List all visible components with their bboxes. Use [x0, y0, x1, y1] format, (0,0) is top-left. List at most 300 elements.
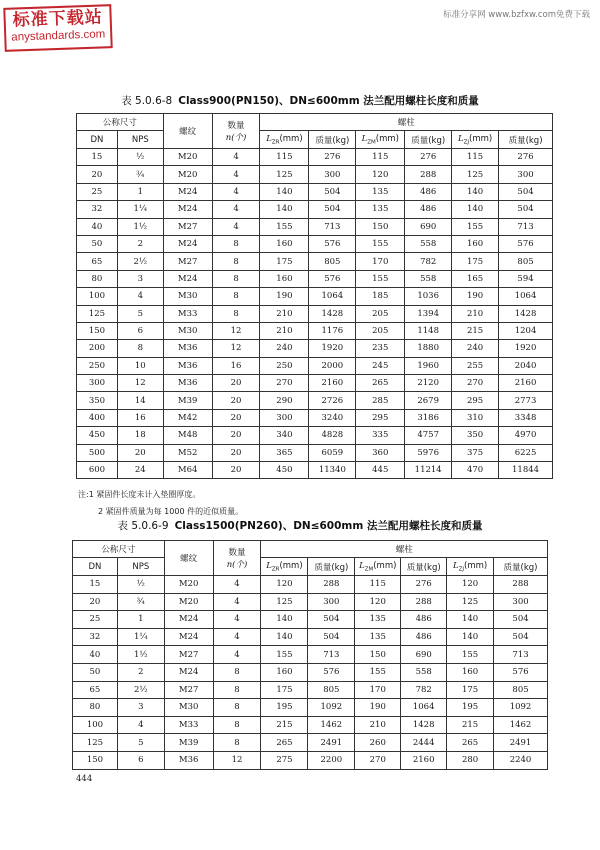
table-cell: 1462 [308, 716, 355, 734]
table-cell: M64 [163, 462, 212, 479]
table-cell: 150 [356, 218, 405, 235]
table-cell: 6 [117, 322, 163, 339]
table-cell: 140 [447, 628, 494, 646]
header-bolt: 螺柱 [261, 541, 548, 558]
table-cell: 600 [77, 462, 118, 479]
table-cell: 2200 [308, 751, 355, 769]
table-cell: 10 [117, 357, 163, 374]
table-cell: 4757 [405, 427, 452, 444]
table-row [73, 734, 548, 752]
table-cell: 11214 [405, 462, 452, 479]
table-cell: 4 [117, 288, 163, 305]
header-mass-zj: 质量(kg) [499, 131, 553, 149]
table-cell: 185 [356, 288, 405, 305]
table-cell: 125 [73, 734, 118, 752]
table-cell: 300 [499, 166, 553, 183]
table-cell: 120 [261, 576, 308, 594]
table-cell: 450 [260, 462, 309, 479]
table-cell: 576 [494, 663, 548, 681]
table-cell: 215 [447, 716, 494, 734]
table-cell: 140 [260, 183, 309, 200]
table-cell: 20 [73, 593, 118, 611]
table-cell: 175 [447, 681, 494, 699]
table-cell: M27 [163, 218, 212, 235]
table-cell: 125 [77, 305, 118, 322]
table-cell: 576 [309, 270, 356, 287]
table-cell: 115 [260, 149, 309, 166]
table-cell: 504 [499, 183, 553, 200]
table-cell: 2½ [117, 681, 164, 699]
table-cell: 2679 [405, 392, 452, 409]
table-cell: 20 [212, 392, 260, 409]
table-cell: 120 [356, 166, 405, 183]
table-cell: 1064 [499, 288, 553, 305]
table-cell: 165 [452, 270, 499, 287]
table-cell: 20 [212, 409, 260, 426]
table-row [77, 166, 553, 183]
table-cell: M36 [163, 375, 212, 392]
table-cell: M24 [164, 663, 213, 681]
table-cell: 2726 [309, 392, 356, 409]
header-mass-zr: 质量(kg) [308, 558, 355, 576]
table-cell: 160 [261, 663, 308, 681]
table-cell: 50 [77, 235, 118, 252]
table-cell: 135 [355, 628, 401, 646]
table-cell: 25 [73, 611, 118, 629]
table-cell: 8 [213, 716, 261, 734]
table-row [77, 270, 553, 287]
table-cell: 350 [77, 392, 118, 409]
table-cell: 150 [355, 646, 401, 664]
table-cell: 504 [494, 611, 548, 629]
table-cell: 1204 [499, 322, 553, 339]
table-cell: 8 [213, 734, 261, 752]
table-cell: 150 [73, 751, 118, 769]
table-cell: 1428 [309, 305, 356, 322]
table-cell: 155 [260, 218, 309, 235]
table2-title: Class1500(PN260)、DN≤600mm 法兰配用螺柱长度和质量 [174, 520, 483, 532]
table-cell: 5 [117, 305, 163, 322]
table-cell: 2773 [499, 392, 553, 409]
table-cell: 275 [261, 751, 308, 769]
header-mass-zm: 质量(kg) [405, 131, 452, 149]
table-cell: M24 [163, 201, 212, 218]
table-cell: 288 [494, 576, 548, 594]
table-row [77, 218, 553, 235]
table-cell: 175 [260, 253, 309, 270]
table-cell: 400 [77, 409, 118, 426]
table-cell: 4 [213, 646, 261, 664]
table-row [77, 288, 553, 305]
table-cell: 100 [77, 288, 118, 305]
table-cell: M27 [164, 646, 213, 664]
header-nps: NPS [117, 558, 164, 576]
table-cell: 115 [452, 149, 499, 166]
table-cell: M27 [163, 253, 212, 270]
table-cell: 14 [117, 392, 163, 409]
table-cell: 4 [213, 593, 261, 611]
table-cell: 340 [260, 427, 309, 444]
table-cell: 558 [405, 235, 452, 252]
table-cell: ¾ [117, 166, 163, 183]
table-cell: 8 [213, 681, 261, 699]
page-number: 444 [76, 774, 93, 784]
table-cell: 260 [355, 734, 401, 752]
table-cell: 210 [452, 305, 499, 322]
table-cell: 1880 [405, 340, 452, 357]
table-cell: ½ [117, 576, 164, 594]
table1-title: Class900(PN150)、DN≤600mm 法兰配用螺柱长度和质量 [178, 95, 479, 107]
table-cell: M30 [163, 322, 212, 339]
table-cell: 245 [356, 357, 405, 374]
table-row [73, 699, 548, 717]
table-cell: 155 [452, 218, 499, 235]
table-cell: 805 [494, 681, 548, 699]
table-cell: 4 [212, 166, 260, 183]
header-mass-zr: 质量(kg) [309, 131, 356, 149]
table-cell: 1036 [405, 288, 452, 305]
table2-caption [0, 518, 600, 533]
table-cell: 6 [117, 751, 164, 769]
table-cell: 504 [309, 183, 356, 200]
table-cell: 40 [77, 218, 118, 235]
table-cell: ¾ [117, 593, 164, 611]
table-cell: 280 [447, 751, 494, 769]
table-cell: 1148 [405, 322, 452, 339]
header-nominal-size: 公称尺寸 [77, 114, 164, 131]
table-cell: 690 [401, 646, 447, 664]
table2-number: 表 5.0.6-9 [117, 520, 169, 532]
table-cell: 135 [356, 183, 405, 200]
table-cell: 1176 [309, 322, 356, 339]
table-cell: 300 [308, 593, 355, 611]
table-cell: 365 [260, 444, 309, 461]
table-cell: 576 [499, 235, 553, 252]
table-cell: 504 [494, 628, 548, 646]
table-row [77, 462, 553, 479]
table-cell: 8 [212, 235, 260, 252]
table-cell: 170 [355, 681, 401, 699]
table-cell: 160 [452, 235, 499, 252]
table-cell: 20 [212, 375, 260, 392]
table-cell: 782 [401, 681, 447, 699]
watermark-stamp [3, 4, 112, 52]
table-cell: 276 [401, 576, 447, 594]
table-cell: 140 [261, 611, 308, 629]
table-cell: 5976 [405, 444, 452, 461]
table-cell: 335 [356, 427, 405, 444]
table-cell: 576 [309, 235, 356, 252]
note-1: 注:1 紧固件长度未计入垫圈厚度。 [78, 490, 201, 499]
table-cell: 12 [212, 340, 260, 357]
table-cell: 20 [77, 166, 118, 183]
table-cell: 195 [261, 699, 308, 717]
table-cell: 140 [260, 201, 309, 218]
table-cell: 160 [260, 235, 309, 252]
table-cell: 170 [356, 253, 405, 270]
table-cell: 250 [77, 357, 118, 374]
table-cell: 1½ [117, 646, 164, 664]
table-row [73, 751, 548, 769]
table-cell: 8 [213, 663, 261, 681]
table-row [77, 201, 553, 218]
table-cell: 155 [355, 663, 401, 681]
table-cell: 4 [117, 716, 164, 734]
table-cell: 150 [77, 322, 118, 339]
table-cell: 32 [77, 201, 118, 218]
table-cell: 3 [117, 270, 163, 287]
table-cell: 16 [117, 409, 163, 426]
table-cell: M20 [163, 149, 212, 166]
table-cell: 2491 [494, 734, 548, 752]
table-cell: 135 [355, 611, 401, 629]
table-cell: 8 [212, 270, 260, 287]
table-cell: 65 [73, 681, 118, 699]
table-cell: 276 [499, 149, 553, 166]
table-cell: 12 [213, 751, 261, 769]
table-cell: 1¼ [117, 201, 163, 218]
table-cell: 160 [260, 270, 309, 287]
table-cell: 486 [401, 611, 447, 629]
table-cell: M48 [163, 427, 212, 444]
table-cell: M36 [163, 340, 212, 357]
table-cell: 25 [77, 183, 118, 200]
table1-notes [78, 486, 243, 520]
table-cell: 8 [212, 305, 260, 322]
table-cell: 558 [401, 663, 447, 681]
table-cell: 2160 [499, 375, 553, 392]
table-cell: 125 [260, 166, 309, 183]
table-cell: 288 [401, 593, 447, 611]
table-cell: 12 [212, 322, 260, 339]
table-cell: 504 [499, 201, 553, 218]
header-mass-zj: 质量(kg) [494, 558, 548, 576]
table-cell: 140 [452, 201, 499, 218]
table-cell: 100 [73, 716, 118, 734]
table-cell: 1 [117, 183, 163, 200]
table-cell: 155 [356, 235, 405, 252]
table-cell: ½ [117, 149, 163, 166]
table-cell: 2491 [308, 734, 355, 752]
table-cell: 1920 [499, 340, 553, 357]
stamp-title: 标准下载站 [12, 7, 104, 31]
header-lzr: $L_{ZR}(mm)$ [260, 131, 309, 149]
table-cell: 3348 [499, 409, 553, 426]
table-cell: 2 [117, 235, 163, 252]
header-nps: NPS [117, 131, 163, 149]
table-cell: 20 [212, 444, 260, 461]
table-row [73, 593, 548, 611]
table-cell: M39 [164, 734, 213, 752]
table-cell: 295 [356, 409, 405, 426]
table-cell: 295 [452, 392, 499, 409]
table-cell: 210 [260, 305, 309, 322]
table-cell: 6225 [499, 444, 553, 461]
table-cell: 290 [260, 392, 309, 409]
table-cell: 3240 [309, 409, 356, 426]
table-cell: 200 [77, 340, 118, 357]
table-cell: 4 [212, 218, 260, 235]
table-cell: 576 [308, 663, 355, 681]
table-cell: 20 [212, 427, 260, 444]
table-cell: 32 [73, 628, 118, 646]
table-cell: 713 [309, 218, 356, 235]
table-cell: M30 [164, 699, 213, 717]
table-cell: 125 [447, 593, 494, 611]
table-cell: 195 [447, 699, 494, 717]
table-cell: 4 [212, 149, 260, 166]
table-cell: 1092 [494, 699, 548, 717]
table-cell: 50 [73, 663, 118, 681]
table-cell: 504 [309, 201, 356, 218]
header-thread: 螺纹 [163, 114, 212, 149]
table-cell: 3 [117, 699, 164, 717]
table-cell: 2240 [494, 751, 548, 769]
table-row [77, 392, 553, 409]
table-cell: 140 [447, 611, 494, 629]
table-cell: M39 [163, 392, 212, 409]
table-cell: 4 [212, 183, 260, 200]
table-cell: M24 [163, 270, 212, 287]
table-cell: 24 [117, 462, 163, 479]
table-cell: 255 [452, 357, 499, 374]
table-row [73, 576, 548, 594]
table-cell: 4 [213, 611, 261, 629]
table-cell: 6059 [309, 444, 356, 461]
table-row [77, 427, 553, 444]
table-cell: 155 [447, 646, 494, 664]
header-quantity [212, 114, 260, 149]
table-cell: 1960 [405, 357, 452, 374]
table-cell: 8 [213, 699, 261, 717]
table-cell: 240 [452, 340, 499, 357]
table-cell: 80 [73, 699, 118, 717]
note-2: 2 紧固件质量为每 1000 件的近似质量。 [98, 507, 244, 516]
header-dn: DN [73, 558, 118, 576]
table-cell: 1394 [405, 305, 452, 322]
table-cell: 310 [452, 409, 499, 426]
table-cell: 445 [356, 462, 405, 479]
table-cell: 18 [117, 427, 163, 444]
table-cell: 713 [308, 646, 355, 664]
table-cell: 1920 [309, 340, 356, 357]
table-cell: 2040 [499, 357, 553, 374]
table-cell: 155 [356, 270, 405, 287]
stamp-url: anystandards.com [11, 28, 106, 44]
table-cell: 450 [77, 427, 118, 444]
table-cell: 8 [212, 288, 260, 305]
table-cell: 2444 [401, 734, 447, 752]
table-cell: 486 [401, 628, 447, 646]
table-cell: 4828 [309, 427, 356, 444]
table-cell: 1428 [401, 716, 447, 734]
table1 [76, 113, 553, 479]
table2 [72, 540, 548, 770]
table-row [77, 183, 553, 200]
table-cell: M24 [163, 183, 212, 200]
table-cell: M52 [163, 444, 212, 461]
table-cell: 175 [452, 253, 499, 270]
table-cell: 1064 [309, 288, 356, 305]
header-lzm: $L_{ZM}(mm)$ [355, 558, 401, 576]
table-row [73, 611, 548, 629]
table-cell: 558 [405, 270, 452, 287]
table-cell: 235 [356, 340, 405, 357]
table-cell: 690 [405, 218, 452, 235]
table-cell: 125 [261, 593, 308, 611]
table-cell: 350 [452, 427, 499, 444]
table-cell: 1½ [117, 218, 163, 235]
table-cell: 270 [260, 375, 309, 392]
table-cell: M30 [163, 288, 212, 305]
table-cell: 210 [260, 322, 309, 339]
table-row [73, 716, 548, 734]
table-row [73, 663, 548, 681]
table-row [77, 253, 553, 270]
table-cell: 486 [405, 183, 452, 200]
table-cell: 215 [261, 716, 308, 734]
table-cell: M20 [164, 593, 213, 611]
table-cell: M42 [163, 409, 212, 426]
table-cell: 265 [447, 734, 494, 752]
table-row [77, 357, 553, 374]
table-cell: 276 [405, 149, 452, 166]
header-qty-label: 数量 [227, 121, 245, 131]
header-qty-unit: n(个) [225, 133, 247, 143]
header-lzj: $L_{ZJ}(mm)$ [452, 131, 499, 149]
table-cell: 215 [452, 322, 499, 339]
table-cell: 8 [117, 340, 163, 357]
table-cell: 805 [308, 681, 355, 699]
table-cell: 713 [499, 218, 553, 235]
table-cell: 300 [309, 166, 356, 183]
table-cell: 11340 [309, 462, 356, 479]
table-cell: 805 [309, 253, 356, 270]
table-cell: 2160 [309, 375, 356, 392]
table-cell: 175 [261, 681, 308, 699]
table-cell: M20 [164, 576, 213, 594]
table-cell: 3186 [405, 409, 452, 426]
table-cell: M27 [164, 681, 213, 699]
table-cell: 5 [117, 734, 164, 752]
table-cell: M36 [164, 751, 213, 769]
header-lzj: $L_{ZJ}(mm)$ [447, 558, 494, 576]
table-cell: 20 [117, 444, 163, 461]
table-cell: 210 [355, 716, 401, 734]
table-cell: 805 [499, 253, 553, 270]
table-cell: 8 [212, 253, 260, 270]
table-cell: 40 [73, 646, 118, 664]
table-row [73, 628, 548, 646]
table-cell: M33 [163, 305, 212, 322]
table-cell: 270 [452, 375, 499, 392]
table-cell: 2½ [117, 253, 163, 270]
header-watermark-text: 标准分享网 www.bzfxw.com免费下载 [443, 10, 590, 20]
table-row [77, 322, 553, 339]
table-cell: 470 [452, 462, 499, 479]
table-row [73, 646, 548, 664]
header-lzr: $L_{ZR}(mm)$ [261, 558, 308, 576]
table-cell: M36 [163, 357, 212, 374]
table-cell: 594 [499, 270, 553, 287]
header-qty-label: 数量 [228, 548, 246, 558]
table-cell: 190 [260, 288, 309, 305]
table1-caption [0, 93, 600, 108]
header-mass-zm: 质量(kg) [401, 558, 447, 576]
table-cell: 300 [494, 593, 548, 611]
table-row [73, 681, 548, 699]
table-cell: 11844 [499, 462, 553, 479]
